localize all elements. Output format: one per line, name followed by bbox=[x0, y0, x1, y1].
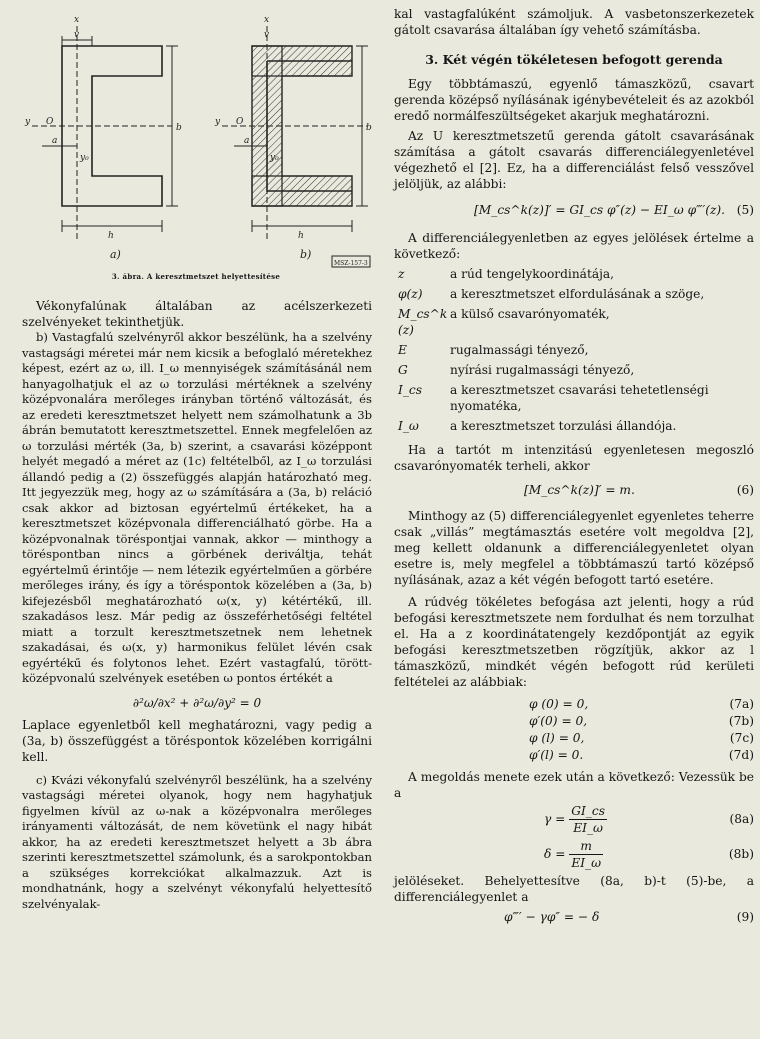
laplace-equation: ∂²ω/∂x² + ∂²ω/∂y² = 0 bbox=[132, 695, 262, 710]
right-paragraph-5: Minthogy az (5) differenciálegyenlet egyenletes teherre csak „villás” megtámasztás esetére volt megoldva [2], meg kellett oldanunk a differenciálegyenletet olyan esetre is, mely megfelel a többtámaszú tartó középső nyílásának, azaz a két végén befogott tartó esetére. bbox=[394, 509, 754, 587]
definition-item: M_cs^k (z) a külső csavarónyomaték, bbox=[398, 307, 610, 337]
cross-section-figure bbox=[22, 6, 372, 291]
boundary-condition: φ (0) = 0, (7a) bbox=[529, 697, 754, 711]
definition-item: E rugalmassági tényező, bbox=[398, 343, 589, 357]
boundary-condition: φ′(l) = 0. (7d) bbox=[529, 748, 754, 762]
right-paragraph-4: Ha a tartót m intenzitású egyenletesen megoszló csavarónyomaték terheli, akkor bbox=[394, 443, 754, 473]
definition-item: G nyírási rugalmassági tényező, bbox=[398, 363, 635, 377]
label-x-a: x bbox=[74, 15, 80, 25]
right-paragraph-3: A differenciálegyenletben az egyes jelölések értelme a következő: bbox=[394, 231, 754, 261]
label-h-a: h bbox=[108, 231, 114, 241]
definition-item: φ(z) a keresztmetszet elfordulásának a szöge, bbox=[398, 287, 705, 301]
panel-b-label: b) bbox=[300, 248, 312, 261]
label-b-b: b bbox=[366, 123, 372, 133]
right-paragraph-6: A rúdvég tökéletes befogása azt jelenti, hogy a rúd befogási keresztmetszete nem fordulhat és nem torzulhat el. Ha a z koordinátatengely kezdőpontját az egyik befogási keresztmetszetben rögzítjük, akkor az l támaszközű, mindkét végén befogott rúd kerületi feltételei az alábbiak: bbox=[394, 595, 754, 689]
label-yc-b: y₀ bbox=[270, 153, 279, 163]
right-paragraph-0: kal vastagfalúként számoljuk. A vasbetonszerkezetek gátolt csavarása általában így vehető számításba. bbox=[394, 7, 754, 37]
right-paragraph-8: jelöléseket. Behelyettesítve (8a, b)-t (5)-be, a differenciálegyenlet a bbox=[394, 874, 754, 904]
equation-8b: δ = $\frac{m}{EI\_\omega}$ (8b) bbox=[544, 839, 754, 870]
left-paragraph-3: c) Kvázi vékonyfalú szelvényről beszélünk, ha a szelvény vastagsági méretei olyanok, hogy nem hagyhatjuk figyelmen kívül az ω-nak a középvonalra merőleges irányamenti változását, de nem követünk el nagy hibát akkor, ha az eredeti keresztmetszet helyett a 3b ábra szerinti keresztmetszettel számolunk, és a sarokpontokban a szükséges korrekciókat alkalmazzuk. Azt is mondhatnánk, hogy a szelvényt vékonyfalú helyettesítő szelvényalak- bbox=[22, 772, 372, 911]
definition-item: z a rúd tengelykoordinátája, bbox=[398, 267, 615, 281]
boundary-conditions bbox=[394, 696, 754, 763]
label-a-a: a bbox=[52, 136, 58, 146]
section-heading: 3. Két végén tökéletesen befogott gerenda bbox=[425, 52, 723, 67]
left-paragraph-0: Vékonyfalúnak általában az acélszerkezeti szelvényeket tekinthetjük. bbox=[22, 299, 372, 329]
panel-a-label: a) bbox=[110, 248, 121, 261]
figure-caption: 3. ábra. A keresztmetszet helyettesítése bbox=[111, 272, 281, 281]
equation-5-number: (5) bbox=[736, 203, 754, 217]
equation-5 bbox=[394, 202, 754, 218]
label-y-b: y bbox=[215, 117, 221, 127]
label-x-b: x bbox=[264, 15, 270, 25]
definition-item: I_cs a keresztmetszet csavarási tehetetlenségi nyomatéka, bbox=[398, 383, 709, 413]
label-o-b: O bbox=[236, 117, 244, 127]
label-b-a: b bbox=[176, 123, 182, 133]
label-o-a: O bbox=[46, 117, 54, 127]
right-paragraph-7: A megoldás menete ezek után a következő: Vezessük be a bbox=[394, 770, 754, 800]
label-v-a: v bbox=[74, 30, 80, 40]
symbol-definitions bbox=[394, 266, 754, 434]
figure-stamp: MSZ-157-3 bbox=[334, 260, 368, 267]
equation-6: [M_cs^k(z)]′ = m. (6) bbox=[524, 483, 754, 497]
label-a-b: a bbox=[244, 136, 250, 146]
boundary-condition: φ (l) = 0, (7c) bbox=[529, 731, 754, 745]
label-v-b: v bbox=[264, 30, 270, 40]
equation-9: φ‴′ − γφ″ = − δ (9) bbox=[504, 910, 754, 924]
right-paragraph-2: Az U keresztmetszetű gerenda gátolt csavarásának számítása a gátolt csavarás differenciálegyenletével végezhető el [2]. Ez, ha a differenciálást felső vesszővel jelöljük, az alábbi: bbox=[394, 129, 754, 191]
boundary-condition: φ′(0) = 0, (7b) bbox=[529, 714, 754, 728]
right-column bbox=[394, 0, 760, 1039]
label-h-b: h bbox=[298, 231, 304, 241]
right-paragraph-1: Egy többtámaszú, egyenlő támaszközű, csavart gerenda középső nyílásának igénybevételeit és az azokból eredő normálfeszültségeket akarjuk meghatározni. bbox=[394, 77, 754, 123]
definition-item: I_ω a keresztmetszet torzulási állandója. bbox=[398, 419, 677, 433]
right-text bbox=[394, 6, 754, 929]
label-yc-a: y₀ bbox=[80, 153, 89, 163]
left-paragraph-2: Laplace egyenletből kell meghatározni, vagy pedig a (3a, b) összefüggést a töréspontok közelében korrigálni kell. bbox=[22, 717, 372, 764]
equation-8a: γ = $\frac{GI\_cs}{EI\_\omega}$ (8a) bbox=[544, 804, 754, 835]
label-y-a: y bbox=[25, 117, 31, 127]
left-text bbox=[22, 298, 372, 912]
equation-5-body: [M_cs^k(z)]′ = GI_cs φ″(z) − EI_ω φ‴′(z). bbox=[474, 203, 726, 217]
left-paragraph-1: b) Vastagfalú szelvényről akkor beszélünk, ha a szelvény vastagsági méretei már nem kicsik a befoglaló méretekhez képest, ezért az ω, ill. I_ω mennyiségek számításánál nem hanyagolhatjuk el az ω torzulási mértéknek a szelvény középvonalára merőleges irányban történő változását, és az eredeti keresztmetszet helyett nem számolhatunk a 3b ábrán bemutatott keresztmetszettel. Ennek megfelelően az ω torzulási mérték (3a, b) szerint, a csavarási középpont helyét megadó a méret az (1c) feltételből, az I_ω torzulási állandó pedig a (2) összefüggés alapján határozható meg. Itt jegyezzük meg, hogy az ω számítására a (3a, b) reláció csak akkor ad biztosan egyértelmű értékeket, ha a keresztmetszet középvonala differenciálható görbe. Ha a középvonalnak töréspontjai vannak, akkor — minthogy a töréspontban nincs a görbének deriváltja, tehát egyértelmű érintője — nem létezik egyértelműen a görbére merőleges irány, és így a töréspontok közelében a (3a, b) kifejezésből meghatározható ω(x, y) kétértékű, ill. szakadásos lesz. Már pedig az összeférhetőségi feltétel miatt a torzult keresztmetszetnek nem lehetnek szakadásai, és ω(x, y) harmonikus felület lévén csak egyértékű és folytonos lehet. Ezért vastagfalú, törött-középvonalú szelvények esetében ω pontos értékét a bbox=[22, 330, 372, 685]
